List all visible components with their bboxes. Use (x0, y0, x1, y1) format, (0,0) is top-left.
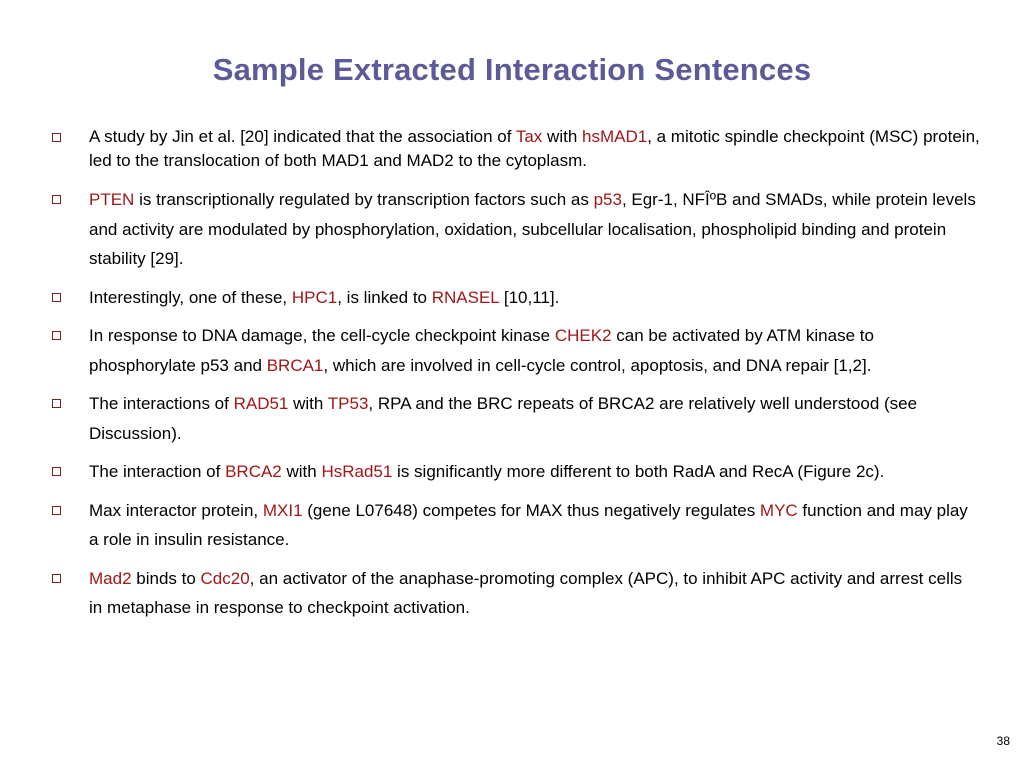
hollow-square-bullet-icon (52, 293, 61, 302)
highlighted-term: BRCA2 (225, 462, 282, 481)
plain-text: can be activated by ATM kinase to phosphorylate p53 and (89, 326, 874, 375)
highlighted-term: BRCA1 (266, 355, 324, 375)
plain-text: with (542, 127, 582, 146)
plain-text: is significantly more different to both RadA and RecA (Figure 2c). (392, 462, 885, 481)
highlighted-term: Tax (515, 127, 543, 146)
plain-text: binds to (131, 568, 201, 588)
plain-text: , RPA and the BRC repeats of BRCA2 are relatively well understood (see Discussion). (89, 394, 918, 443)
highlighted-term: CHEK2 (554, 326, 612, 345)
highlighted-term: Mad2 (89, 568, 132, 588)
highlighted-term: PTEN (89, 190, 135, 209)
plain-text: [10,11]. (499, 287, 560, 307)
bullet-text (89, 394, 917, 443)
bullet-text (89, 326, 874, 375)
hollow-square-bullet-icon (52, 467, 61, 476)
plain-text: is transcriptionally regulated by transcription factors such as (134, 190, 594, 209)
highlighted-term: HPC1 (291, 287, 338, 307)
plain-text: In response to DNA damage, the cell-cycle checkpoint kinase (89, 326, 555, 345)
bullet-item (50, 185, 980, 274)
highlighted-term: HsRad51 (321, 462, 393, 481)
bullet-item (50, 496, 980, 555)
highlighted-term: RNASEL (431, 287, 500, 307)
plain-text: function and may play a role in insulin resistance. (89, 500, 968, 549)
slide-title: Sample Extracted Interaction Sentences (212, 52, 812, 87)
highlighted-term: TP53 (327, 394, 369, 413)
plain-text: with (281, 462, 322, 481)
hollow-square-bullet-icon (52, 133, 61, 142)
highlighted-term: RAD51 (233, 394, 289, 413)
page-number: 38 (996, 734, 1010, 748)
plain-text: , is linked to (337, 287, 432, 307)
bullet-text (89, 569, 962, 618)
bullet-text (89, 501, 968, 550)
bullet-text (89, 462, 884, 481)
bullet-text (89, 190, 976, 268)
hollow-square-bullet-icon (52, 506, 61, 515)
plain-text: The interactions of (89, 394, 234, 413)
hollow-square-bullet-icon (52, 574, 61, 583)
plain-text: with (288, 394, 328, 413)
plain-text: , Egr-1, NFÎºB and SMADs, while protein levels and activity are modulated by phosphorylation, oxidation, subcellular localisation, phospholipid binding and protein stability [29]. (89, 190, 976, 268)
bullet-item (50, 564, 980, 623)
highlighted-term: hsMAD1 (582, 127, 648, 146)
plain-text: Max interactor protein, (89, 500, 263, 520)
highlighted-term: p53 (593, 190, 622, 209)
plain-text: The interaction of (89, 462, 226, 481)
plain-text: Interestingly, one of these, (89, 287, 292, 307)
highlighted-term: Cdc20 (200, 568, 250, 588)
bullet-text (89, 127, 980, 170)
bullet-text (89, 288, 559, 307)
plain-text: (gene L07648) competes for MAX thus negatively regulates (302, 500, 760, 520)
bullet-item (50, 457, 980, 487)
highlighted-term: MXI1 (262, 500, 303, 520)
hollow-square-bullet-icon (52, 331, 61, 340)
hollow-square-bullet-icon (52, 195, 61, 204)
bullet-item (50, 283, 980, 313)
bullet-list (50, 125, 980, 632)
plain-text: , a mitotic spindle checkpoint (MSC) protein, led to the translocation of both MAD1 and MAD2 to the cytoplasm. (89, 127, 980, 170)
plain-text: A study by Jin et al. [20] indicated that the association of (89, 127, 516, 146)
plain-text: , an activator of the anaphase-promoting complex (APC), to inhibit APC activity and arrest cells in metaphase in response to checkpoint activation. (89, 568, 963, 617)
bullet-item (50, 125, 980, 173)
highlighted-term: MYC (759, 500, 798, 520)
hollow-square-bullet-icon (52, 399, 61, 408)
bullet-item (50, 321, 980, 380)
plain-text: , which are involved in cell-cycle control, apoptosis, and DNA repair [1,2]. (323, 355, 872, 375)
bullet-item (50, 389, 980, 448)
